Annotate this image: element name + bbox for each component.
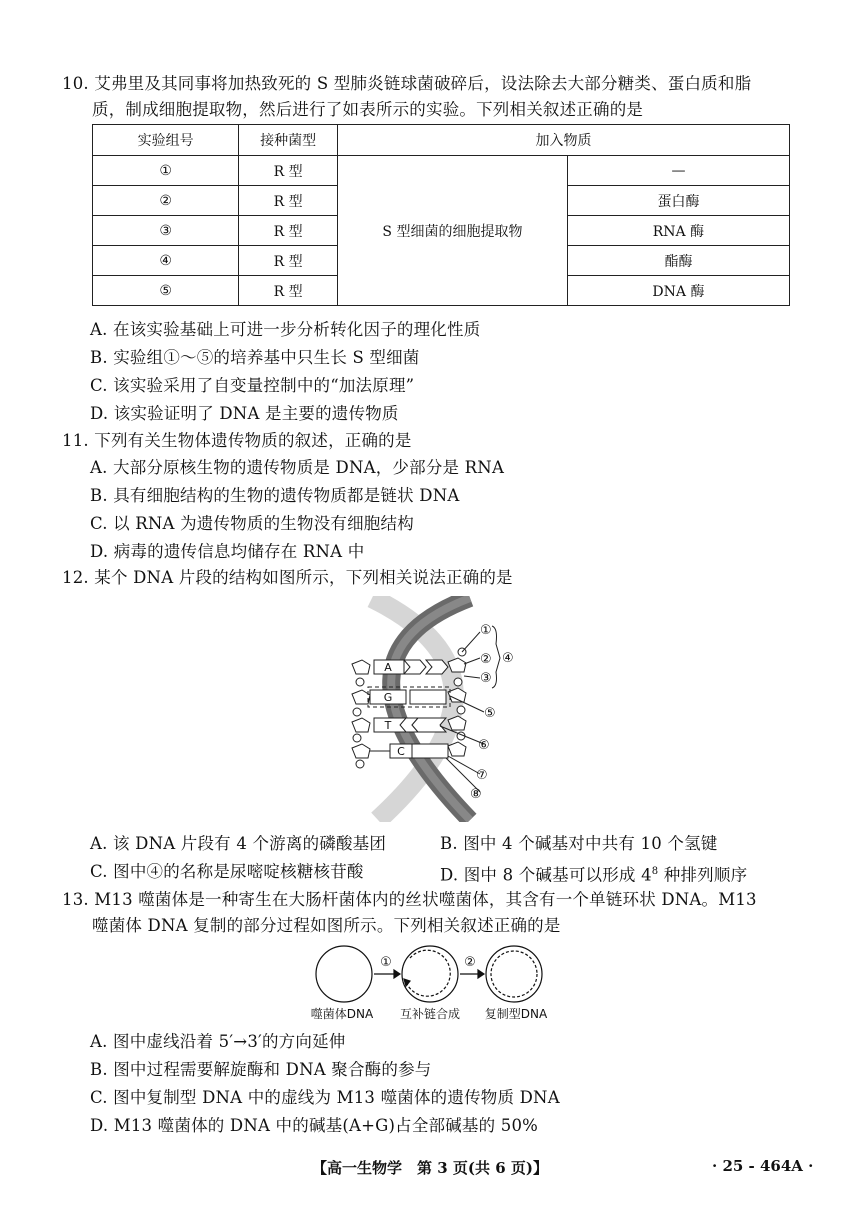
q12-option-b: B. 图中 4 个碱基对中共有 10 个氢键: [440, 834, 718, 853]
page-footer: 【高一生物学 第 3 页(共 6 页)】: [312, 1159, 548, 1177]
base-label: A: [384, 661, 392, 674]
q11-option-c: C. 以 RNA 为遗传物质的生物没有细胞结构: [90, 514, 414, 533]
q10-stem-line2: 质，制成细胞提取物，然后进行了如表所示的实验。下列相关叙述正确的是: [92, 100, 644, 119]
q10-option-d: D. 该实验证明了 DNA 是主要的遗传物质: [90, 404, 399, 423]
phosphate-circle: [353, 708, 361, 716]
figure-label: ⑧: [470, 787, 482, 802]
phosphate-circle: [356, 760, 364, 768]
deoxyribose-shape: [352, 744, 370, 758]
q12-option-a: A. 该 DNA 片段有 4 个游离的磷酸基团: [90, 834, 387, 853]
cell-group: ⑤: [93, 276, 239, 306]
phosphate-circle: [457, 706, 465, 714]
header-added: 加入物质: [337, 125, 789, 156]
cell-group: ②: [93, 186, 239, 216]
cell-group: ③: [93, 216, 239, 246]
bracket-4: [492, 626, 500, 688]
q11-option-a: A. 大部分原核生物的遗传物质是 DNA，少部分是 RNA: [90, 458, 505, 477]
q13-option-c: C. 图中复制型 DNA 中的虚线为 M13 噬菌体的遗传物质 DNA: [90, 1088, 560, 1107]
cell-strain: R 型: [239, 216, 338, 246]
deoxyribose-shape: [352, 660, 370, 674]
paper-code: · 25 - 464A ·: [712, 1157, 814, 1175]
cell-strain: R 型: [239, 276, 338, 306]
cell-strain: R 型: [239, 186, 338, 216]
replicative-form-dashed: [491, 951, 537, 997]
complement-synthesis-circle: [402, 946, 458, 1002]
replicative-form-circle: [486, 946, 542, 1002]
dashed-new-strand: [406, 950, 450, 996]
q13-stem-line1: 13. M13 噬菌体是一种寄生在大肠杆菌体内的丝状噬菌体，其含有一个单链环状 DNA。M13: [62, 890, 757, 909]
cell-strain: R 型: [239, 156, 338, 186]
phosphate-circle: [356, 678, 364, 686]
base-box: [410, 690, 446, 704]
cell-added: —: [567, 156, 789, 186]
label-replicative: 复制型DNA: [484, 1007, 548, 1021]
figure-label: ⑦: [476, 768, 488, 783]
base-label: C: [397, 745, 405, 758]
q12-option-d-suffix: 种排列顺序: [658, 865, 748, 885]
q12-option-d-prefix: D. 图中 8 个碱基可以形成 4: [440, 865, 652, 885]
phage-dna-circle: [316, 946, 372, 1002]
phosphate-circle: [454, 678, 462, 686]
header-strain: 接种菌型: [239, 125, 338, 156]
cell-shared-material: S 型细菌的细胞提取物: [337, 156, 567, 306]
q13-stem-line2: 噬菌体 DNA 复制的部分过程如图所示。下列相关叙述正确的是: [92, 916, 561, 935]
deoxyribose-shape: [352, 690, 370, 704]
dna-structure-figure: [330, 596, 530, 822]
step2-label: ②: [464, 955, 476, 970]
label-complement: 互补链合成: [399, 1007, 461, 1021]
q10-option-b: B. 实验组①～⑤的培养基中只生长 S 型细菌: [90, 348, 420, 367]
q12-option-d-exponent: 8: [651, 866, 659, 877]
q13-option-a: A. 图中虚线沿着 5′→3′的方向延伸: [90, 1032, 346, 1051]
figure-label: ②: [480, 652, 492, 667]
q12-stem: 12. 某个 DNA 片段的结构如图所示，下列相关说法正确的是: [62, 568, 513, 587]
q12-option-c: C. 图中④的名称是尿嘧啶核糖核苷酸: [90, 862, 364, 881]
figure-label: ⑥: [478, 738, 490, 753]
q11-option-b: B. 具有细胞结构的生物的遗传物质都是链状 DNA: [90, 486, 460, 505]
q10-option-a: A. 在该实验基础上可进一步分析转化因子的理化性质: [90, 320, 481, 339]
experiment-table: [92, 124, 790, 306]
phosphate-circle: [353, 734, 361, 742]
q12-option-d: [440, 860, 747, 888]
q13-option-b: B. 图中过程需要解旋酶和 DNA 聚合酶的参与: [90, 1060, 432, 1079]
q11-stem: 11. 下列有关生物体遗传物质的叙述，正确的是: [62, 431, 412, 450]
base-label: T: [384, 719, 392, 732]
step1-label: ①: [380, 955, 392, 970]
base-label: G: [383, 691, 393, 704]
q11-option-d: D. 病毒的遗传信息均储存在 RNA 中: [90, 542, 365, 561]
figure-label: ④: [502, 651, 514, 666]
cell-group: ①: [93, 156, 239, 186]
cell-added: 酯酶: [567, 246, 789, 276]
figure-label: ①: [480, 623, 492, 638]
cell-strain: R 型: [239, 246, 338, 276]
deoxyribose-shape: [352, 718, 370, 732]
cell-added: 蛋白酶: [567, 186, 789, 216]
table-header-row: [93, 125, 790, 156]
q10-option-c: C. 该实验采用了自变量控制中的“加法原理”: [90, 376, 415, 395]
table-row: [93, 156, 790, 186]
q13-option-d: D. M13 噬菌体的 DNA 中的碱基(A+G)占全部碱基的 50%: [90, 1116, 539, 1135]
q10-stem-line1: 10. 艾弗里及其同事将加热致死的 S 型肺炎链球菌破碎后，设法除去大部分糖类、蛋白质和脂: [62, 74, 752, 93]
header-group: 实验组号: [93, 125, 239, 156]
cell-added: DNA 酶: [567, 276, 789, 306]
figure-label: ③: [480, 671, 492, 686]
cell-added: RNA 酶: [567, 216, 789, 246]
figure-label: ⑤: [484, 706, 496, 721]
base-partner-shape: [404, 660, 426, 674]
base-box: [412, 744, 448, 758]
cell-group: ④: [93, 246, 239, 276]
m13-replication-figure: [306, 944, 556, 1024]
label-phage-dna: 噬菌体DNA: [310, 1007, 374, 1021]
